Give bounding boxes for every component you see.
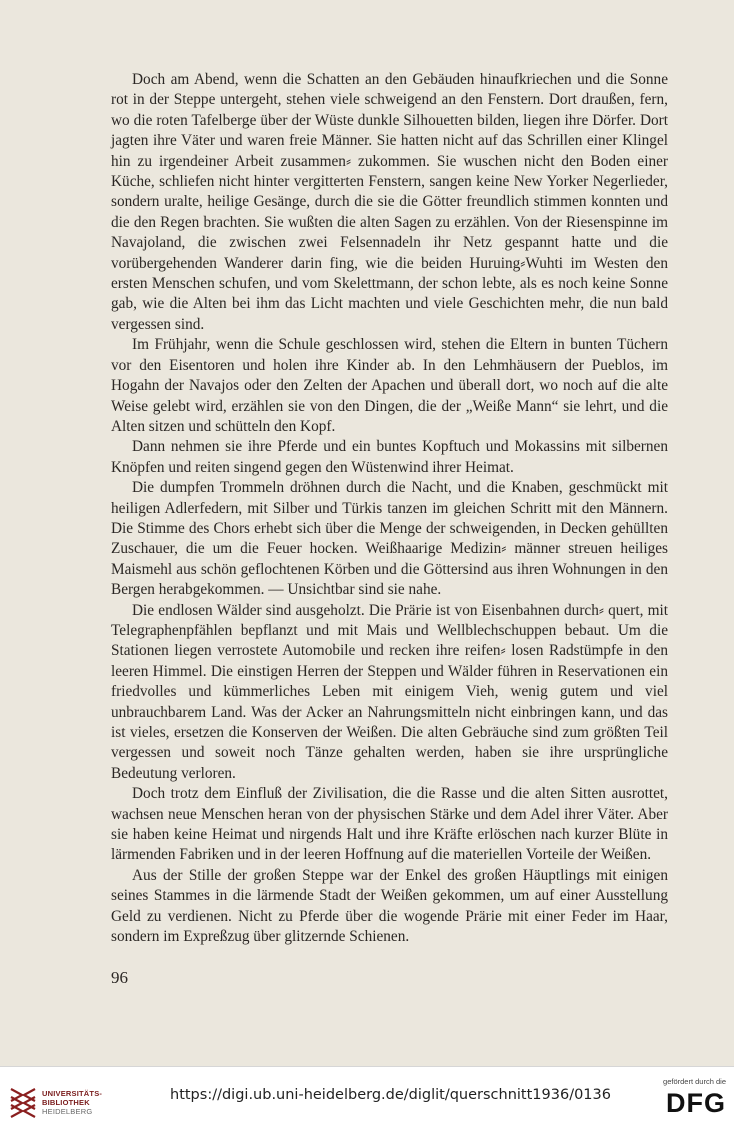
dfg-funding-logo[interactable] <box>646 1077 726 1123</box>
library-book-stack-icon <box>8 1085 38 1119</box>
viewer-footer <box>0 1066 734 1129</box>
paragraph-3: Dann nehmen sie ihre Pferde und ein buntes Kopftuch und Mokassins mit silbernen Knöpfen und reiten singend gegen den Wüstenwind ihrer Heimat. <box>111 438 668 476</box>
library-logo-text <box>42 1089 112 1116</box>
paragraph-4: Die dumpfen Trommeln dröhnen durch die Nacht, und die Knaben, geschmückt mit heiligen Adlerfedern, mit Silber und Türkis tanzen im gleichen Schritt mit den Männern. Die Stimme des Chors erhebt sich über die Menge der schweigenden, in Decken gehüllten Zuschauer, die um die Feuer hocken. Weißhaarige Medizin⸗ männer streuen heiliges Maismehl aus schön geflochtenen Körben und die Göttersind aus ihren Wohnungen in den Bergen herabgekommen. — Unsichtbar sind sie nahe. <box>111 479 668 599</box>
dfg-caption: gefördert durch die <box>663 1077 726 1086</box>
paragraph-2: Im Frühjahr, wenn die Schule geschlossen wird, stehen die Eltern in bunten Tüchern vor den Eisentoren und holen ihre Kinder ab. In den Lehmhäusern der Pueblos, im Hogahn der Navajos oder den Zelten der Apachen und überall dort, wo noch auf die alte Weise gelebt wird, erzählen sie von den Dingen, die der „Weiße Mann“ sie lehrt, und die Alten sitzen und schütteln den Kopf. <box>111 336 668 435</box>
paragraph-5: Die endlosen Wälder sind ausgeholzt. Die Prärie ist von Eisenbahnen durch⸗ quert, mit Telegraphenpfählen bepflanzt und mit Mais und Wellblechschuppen bebaut. Um die Stationen liegen verrostete Automobile und recken ihre reifen⸗ losen Radstümpfe in den leeren Himmel. Die einstigen Herren der Steppen und Wälder führen in Reservationen ein friedvolles und kümmerliches Leben mit einigem Vieh, wenig gutem und viel unbrauchbarem Land. Was der Acker an Nahrungsmitteln nicht einbringen kann, und das ist vieles, ersetzen die Konserven der Weißen. Die alten Gebräuche sind zum größten Teil vergessen und soweit noch Tänze gehalten werden, haben sie ihre ursprüngliche Bedeutung verloren. <box>111 601 668 782</box>
library-logo-line3: HEIDELBERG <box>42 1107 93 1116</box>
permalink-url[interactable]: https://digi.ub.uni-heidelberg.de/diglit/querschnitt1936/0136 <box>170 1087 611 1103</box>
university-library-logo[interactable] <box>8 1085 102 1119</box>
paragraph-6: Doch trotz dem Einfluß der Zivilisation, die die Rasse und die alten Sitten ausrottet, wachsen neue Menschen heran von der physischen Stärke und dem Adel ihrer Väter. Aber sie haben keine Heimat und nirgends Halt und ihre Kräfte erlöschen nach kurzer Blüte in lärmenden Fabriken und in der leeren Hoffnung auf die materiellen Vorteile der Weißen. <box>111 785 668 864</box>
library-logo-line1: UNIVERSITÄTS- <box>42 1089 103 1098</box>
page-number: 96 <box>111 968 128 987</box>
dfg-logo-text: DFG <box>666 1088 726 1118</box>
library-logo-line2: BIBLIOTHEK <box>42 1098 90 1107</box>
page-body-text <box>111 70 668 947</box>
paragraph-7: Aus der Stille der großen Steppe war der Enkel des großen Häuptlings mit einigen seines Stammes in die lärmende Stadt der Weißen gekommen, um auf einer Ausstellung Geld zu verdienen. Nicht zu Pferde über die wogende Prärie mit einer Feder im Haar, sondern im Expreßzug über glitzernde Schienen. <box>111 866 668 946</box>
paragraph-1: Doch am Abend, wenn die Schatten an den Gebäuden hinaufkriechen und die Sonne rot in der Steppe untergeht, stehen viele schweigend an den Fenstern. Dort draußen, fern, wo die roten Tafelberge über der Wüste dunkle Silhouetten bilden, liegen ihre Dörfer. Dort jagten ihre Väter und waren freie Männer. Sie hatten nicht auf das Schrillen einer Klingel hin zu irgendeiner Arbeit zusammen⸗ zukommen. Sie wuschen nicht den Boden einer Küche, schliefen nicht hinter vergitterten Fenstern, sangen keine New Yorker Negerlieder, sondern uralte, heilige Gesänge, durch die sie die Götter freundlich stimmen konnten und die den Regen brachten. Sie wußten die alten Sagen zu erzählen. Von der Riesenspinne im Navajoland, die zwischen zwei Felsennadeln ihr Netz gespannt hatte und die vorübergehenden Wanderer darin fing, wie die beiden Huruing⸗Wuhti im Westen den ersten Menschen schufen, und vom Skelettmann, der schon lebte, als es noch keine Sonne gab, wie die Alten bei ihm das Licht machten und viele Geschichten mehr, die nun bald vergessen sind. <box>111 71 668 333</box>
